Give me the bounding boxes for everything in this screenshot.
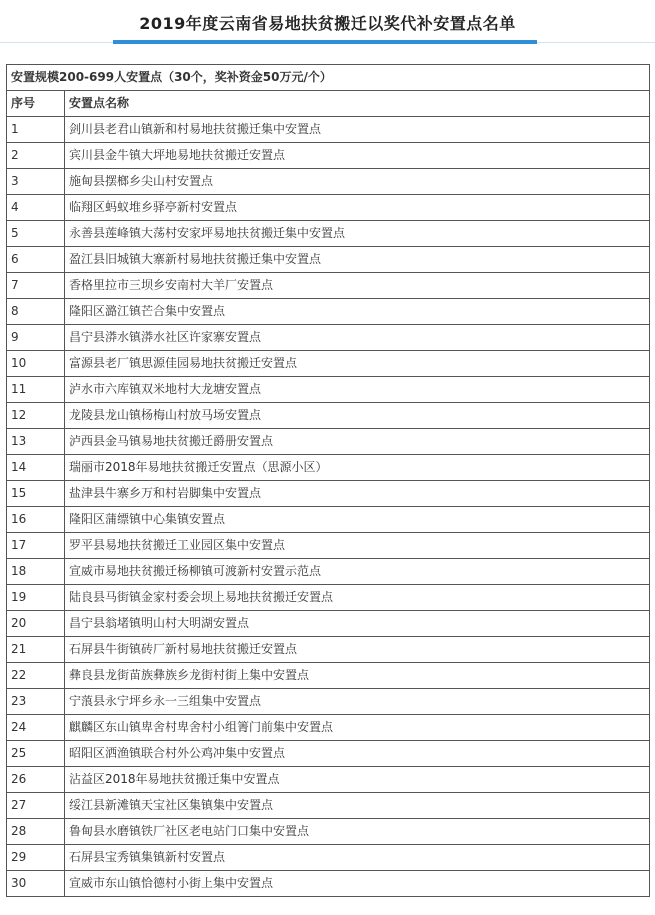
row-number: 26 [7,767,65,793]
row-number: 30 [7,871,65,897]
row-number: 15 [7,481,65,507]
row-site-name: 彝良县龙街苗族彝族乡龙街村街上集中安置点 [65,663,650,689]
table-row [7,351,650,377]
row-site-name: 宣威市东山镇恰德村小街上集中安置点 [65,871,650,897]
row-site-name: 昭阳区洒渔镇联合村外公鸡冲集中安置点 [65,741,650,767]
row-number: 20 [7,611,65,637]
table-row [7,793,650,819]
row-number: 21 [7,637,65,663]
row-number: 24 [7,715,65,741]
row-number: 14 [7,455,65,481]
row-site-name: 昌宁县漭水镇漭水社区许家寨安置点 [65,325,650,351]
header-name: 安置点名称 [65,91,650,117]
table-row [7,481,650,507]
row-site-name: 施甸县摆榔乡尖山村安置点 [65,169,650,195]
title-banner [0,0,655,46]
row-site-name: 绥江县新滩镇天宝社区集镇集中安置点 [65,793,650,819]
table-row [7,299,650,325]
row-site-name: 隆阳区潞江镇芒合集中安置点 [65,299,650,325]
row-site-name: 盈江县旧城镇大寨新村易地扶贫搬迁集中安置点 [65,247,650,273]
row-number: 5 [7,221,65,247]
table-row [7,247,650,273]
table-row [7,169,650,195]
table-row [7,533,650,559]
resettlement-table [6,64,650,897]
table-row [7,195,650,221]
header-no: 序号 [7,91,65,117]
row-site-name: 香格里拉市三坝乡安南村大羊厂安置点 [65,273,650,299]
row-site-name: 罗平县易地扶贫搬迁工业园区集中安置点 [65,533,650,559]
table-row [7,871,650,897]
row-site-name: 鲁甸县水磨镇铁厂社区老电站门口集中安置点 [65,819,650,845]
row-site-name: 泸西县金马镇易地扶贫搬迁爵册安置点 [65,429,650,455]
row-number: 4 [7,195,65,221]
row-number: 12 [7,403,65,429]
table-caption: 安置规模200-699人安置点（30个，奖补资金50万元/个） [7,65,650,91]
table-row [7,663,650,689]
table-row [7,221,650,247]
table-row [7,325,650,351]
table-row [7,585,650,611]
row-site-name: 剑川县老君山镇新和村易地扶贫搬迁集中安置点 [65,117,650,143]
table-row [7,559,650,585]
row-site-name: 隆阳区蒲缥镇中心集镇安置点 [65,507,650,533]
title-accent-bar [113,40,537,44]
row-number: 25 [7,741,65,767]
row-number: 13 [7,429,65,455]
row-site-name: 宣威市易地扶贫搬迁杨柳镇可渡新村安置示范点 [65,559,650,585]
row-site-name: 宁蒗县永宁坪乡永一三组集中安置点 [65,689,650,715]
table-row [7,143,650,169]
row-number: 17 [7,533,65,559]
row-site-name: 宾川县金牛镇大坪地易地扶贫搬迁安置点 [65,143,650,169]
table-row [7,741,650,767]
row-number: 29 [7,845,65,871]
table-row [7,117,650,143]
row-number: 6 [7,247,65,273]
row-site-name: 永善县莲峰镇大荡村安家坪易地扶贫搬迁集中安置点 [65,221,650,247]
row-number: 27 [7,793,65,819]
row-site-name: 瑞丽市2018年易地扶贫搬迁安置点（思源小区） [65,455,650,481]
table-row [7,767,650,793]
table-row [7,819,650,845]
table-row [7,637,650,663]
row-number: 8 [7,299,65,325]
table-row [7,429,650,455]
row-site-name: 沾益区2018年易地扶贫搬迁集中安置点 [65,767,650,793]
row-site-name: 麒麟区东山镇卑舍村卑舍村小组箐门前集中安置点 [65,715,650,741]
table-row [7,689,650,715]
table-row [7,377,650,403]
table-row [7,715,650,741]
row-site-name: 临翔区蚂蚁堆乡驿亭新村安置点 [65,195,650,221]
table-header-row [7,91,650,117]
row-site-name: 盐津县牛寨乡万和村岩脚集中安置点 [65,481,650,507]
row-site-name: 泸水市六库镇双米地村大龙塘安置点 [65,377,650,403]
page-title: 2019年度云南省易地扶贫搬迁以奖代补安置点名单 [139,14,516,33]
row-number: 18 [7,559,65,585]
table-caption-row [7,65,650,91]
row-site-name: 石屏县牛街镇砖厂新村易地扶贫搬迁安置点 [65,637,650,663]
row-number: 28 [7,819,65,845]
table-row [7,507,650,533]
row-number: 7 [7,273,65,299]
row-number: 16 [7,507,65,533]
table-row [7,611,650,637]
row-number: 23 [7,689,65,715]
row-number: 11 [7,377,65,403]
row-number: 19 [7,585,65,611]
row-number: 3 [7,169,65,195]
row-number: 2 [7,143,65,169]
row-number: 10 [7,351,65,377]
row-site-name: 昌宁县翁堵镇明山村大明湖安置点 [65,611,650,637]
table-row [7,403,650,429]
row-number: 9 [7,325,65,351]
row-site-name: 陆良县马街镇金家村委会坝上易地扶贫搬迁安置点 [65,585,650,611]
table-row [7,845,650,871]
row-site-name: 龙陵县龙山镇杨梅山村放马场安置点 [65,403,650,429]
row-site-name: 石屏县宝秀镇集镇新村安置点 [65,845,650,871]
table-row [7,273,650,299]
table-row [7,455,650,481]
row-number: 1 [7,117,65,143]
row-site-name: 富源县老厂镇思源佳园易地扶贫搬迁安置点 [65,351,650,377]
row-number: 22 [7,663,65,689]
